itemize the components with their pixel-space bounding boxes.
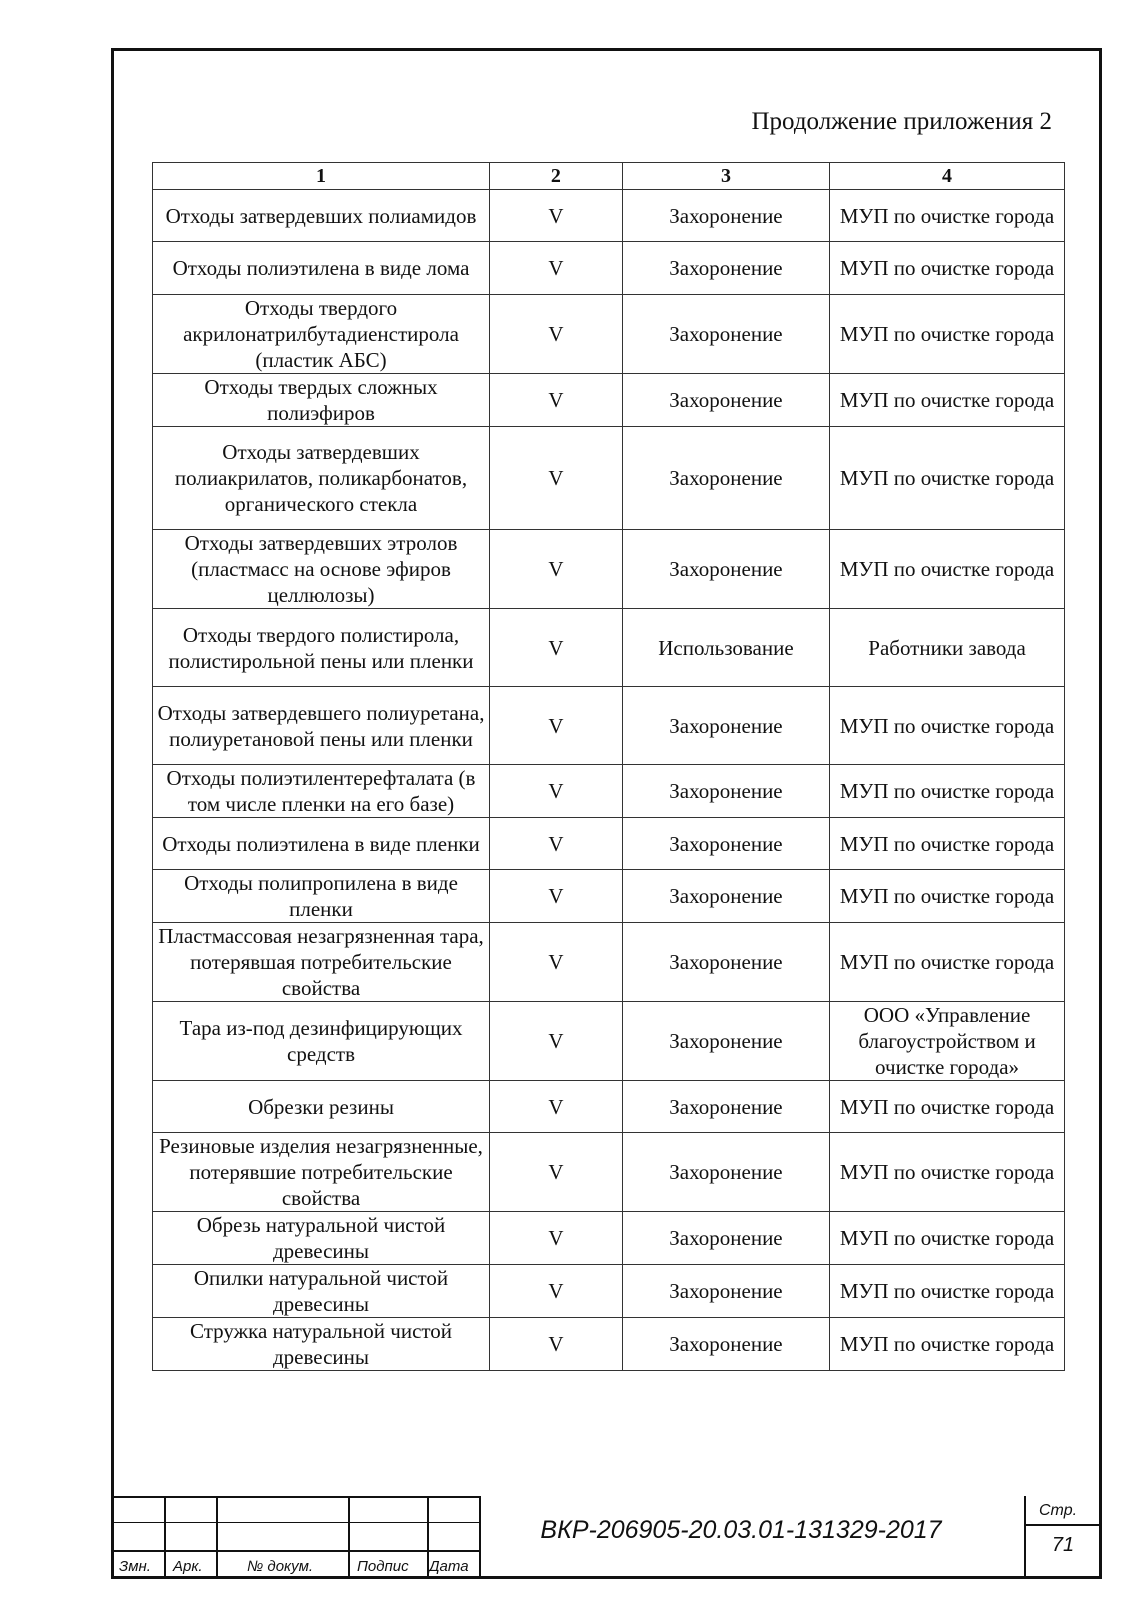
recipient-cell: МУП по очистке города [830,242,1065,295]
waste-name-cell: Отходы полиэтилена в виде лома [153,242,490,295]
waste-name-cell: Резиновые изделия незагрязненные, потерявшие потребительские свойства [153,1133,490,1212]
hazard-class-cell: V [490,923,623,1002]
hazard-class-cell: V [490,242,623,295]
recipient-cell: МУП по очистке города [830,765,1065,818]
page-heading: Продолжение приложения 2 [751,108,1052,135]
waste-name-cell: Тара из-под дезинфицирующих средств [153,1002,490,1081]
recipient-cell: МУП по очистке города [830,530,1065,609]
waste-name-cell: Отходы затвердевших этролов (пластмасс на основе эфиров целлюлозы) [153,530,490,609]
table-row [153,1212,1065,1265]
handling-method-cell: Захоронение [622,374,829,427]
table-row [153,427,1065,530]
handling-method-cell: Захоронение [622,190,829,242]
table-row [153,870,1065,923]
hazard-class-cell: V [490,765,623,818]
table-row [153,530,1065,609]
handling-method-cell: Захоронение [622,1002,829,1081]
waste-name-cell: Отходы затвердевшего полиуретана, полиуретановой пены или пленки [153,687,490,765]
recipient-cell: МУП по очистке города [830,1265,1065,1318]
stamp-label-zmn: Змн. [119,1558,151,1575]
recipient-cell: МУП по очистке города [830,1081,1065,1133]
hazard-class-cell: V [490,870,623,923]
handling-method-cell: Использование [622,609,829,687]
recipient-cell: ООО «Управление благоустройством и очистке города» [830,1002,1065,1081]
header-col-4: 4 [830,163,1065,190]
waste-name-cell: Обрезь натуральной чистой древесины [153,1212,490,1265]
waste-name-cell: Обрезки резины [153,1081,490,1133]
hazard-class-cell: V [490,427,623,530]
waste-name-cell: Отходы полиэтилентерефталата (в том числе пленки на его базе) [153,765,490,818]
table-row [153,818,1065,870]
handling-method-cell: Захоронение [622,818,829,870]
hazard-class-cell: V [490,687,623,765]
handling-method-cell: Захоронение [622,1081,829,1133]
table-header-row [153,163,1065,190]
recipient-cell: МУП по очистке города [830,687,1065,765]
hazard-class-cell: V [490,374,623,427]
hazard-class-cell: V [490,1133,623,1212]
table-row [153,923,1065,1002]
table-row [153,1318,1065,1371]
stamp-label-ark: Арк. [173,1558,203,1575]
table-row [153,190,1065,242]
recipient-cell: МУП по очистке города [830,818,1065,870]
header-col-1: 1 [153,163,490,190]
recipient-cell: МУП по очистке города [830,190,1065,242]
table-row [153,1081,1065,1133]
handling-method-cell: Захоронение [622,530,829,609]
handling-method-cell: Захоронение [622,1212,829,1265]
waste-name-cell: Отходы твердых сложных полиэфиров [153,374,490,427]
handling-method-cell: Захоронение [622,427,829,530]
hazard-class-cell: V [490,295,623,374]
waste-name-cell: Опилки натуральной чистой древесины [153,1265,490,1318]
recipient-cell: МУП по очистке города [830,1133,1065,1212]
recipient-cell: МУП по очистке города [830,923,1065,1002]
recipient-cell: МУП по очистке города [830,870,1065,923]
recipient-cell: МУП по очистке города [830,1318,1065,1371]
waste-table [152,162,1065,1371]
document-code: ВКР-206905-20.03.01-131329-2017 [540,1516,942,1544]
recipient-cell: МУП по очистке города [830,374,1065,427]
hazard-class-cell: V [490,1318,623,1371]
table-row [153,765,1065,818]
table-row [153,295,1065,374]
recipient-cell: МУП по очистке города [830,427,1065,530]
waste-name-cell: Стружка натуральной чистой древесины [153,1318,490,1371]
hazard-class-cell: V [490,530,623,609]
table-row [153,1133,1065,1212]
table-row [153,242,1065,295]
waste-name-cell: Отходы полиэтилена в виде пленки [153,818,490,870]
handling-method-cell: Захоронение [622,765,829,818]
stamp-label-signature: Подпис [357,1558,409,1575]
stamp-label-doc-number: № докум. [247,1558,314,1575]
hazard-class-cell: V [490,190,623,242]
recipient-cell: Работники завода [830,609,1065,687]
table-row [153,687,1065,765]
hazard-class-cell: V [490,1081,623,1133]
waste-name-cell: Отходы твердого полистирола, полистирольной пены или пленки [153,609,490,687]
hazard-class-cell: V [490,818,623,870]
handling-method-cell: Захоронение [622,1265,829,1318]
handling-method-cell: Захоронение [622,923,829,1002]
handling-method-cell: Захоронение [622,242,829,295]
waste-name-cell: Отходы затвердевших полиамидов [153,190,490,242]
page-number: 71 [1051,1534,1075,1556]
recipient-cell: МУП по очистке города [830,295,1065,374]
recipient-cell: МУП по очистке города [830,1212,1065,1265]
handling-method-cell: Захоронение [622,1318,829,1371]
hazard-class-cell: V [490,1002,623,1081]
hazard-class-cell: V [490,1212,623,1265]
waste-name-cell: Отходы твердого акрилонатрилбутадиенстирола (пластик АБС) [153,295,490,374]
waste-name-cell: Отходы затвердевших полиакрилатов, поликарбонатов, органического стекла [153,427,490,530]
hazard-class-cell: V [490,609,623,687]
waste-name-cell: Отходы полипропилена в виде пленки [153,870,490,923]
title-block-stamp [111,1496,1102,1579]
table-row [153,1265,1065,1318]
handling-method-cell: Захоронение [622,870,829,923]
handling-method-cell: Захоронение [622,687,829,765]
table-row [153,374,1065,427]
handling-method-cell: Захоронение [622,295,829,374]
header-col-2: 2 [490,163,623,190]
stamp-label-date: Дата [429,1558,469,1575]
hazard-class-cell: V [490,1265,623,1318]
waste-name-cell: Пластмассовая незагрязненная тара, потерявшая потребительские свойства [153,923,490,1002]
table-row [153,609,1065,687]
header-col-3: 3 [622,163,829,190]
handling-method-cell: Захоронение [622,1133,829,1212]
table-row [153,1002,1065,1081]
page-label: Стр. [1039,1502,1078,1519]
